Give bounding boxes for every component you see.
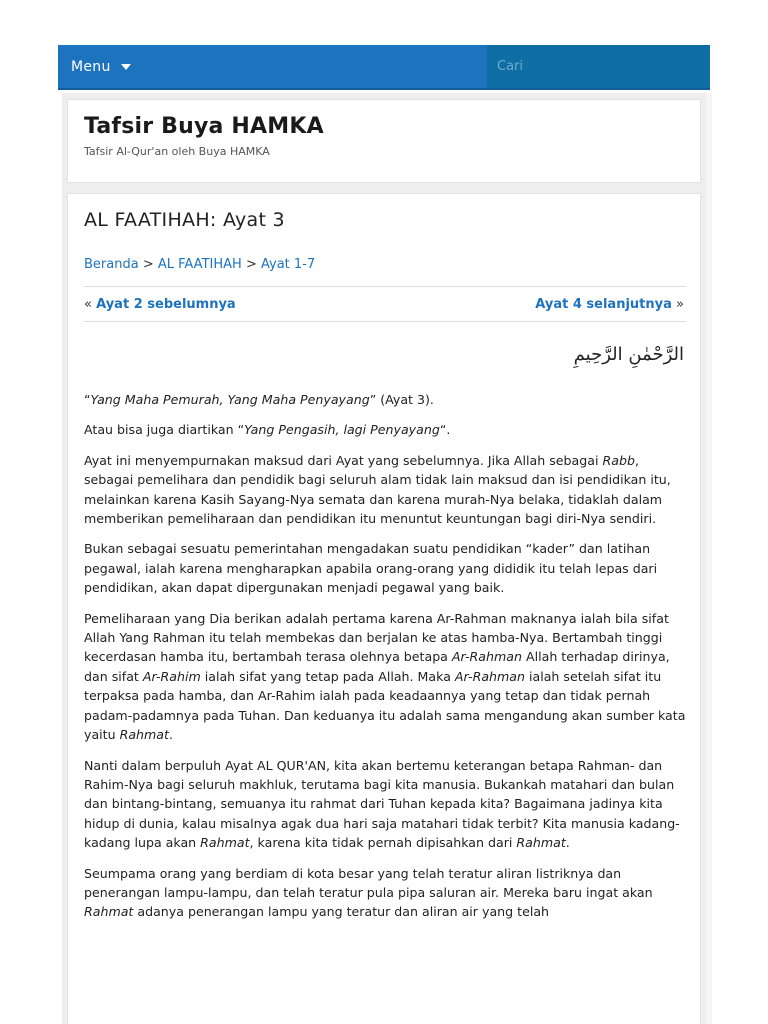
paragraph: Ayat ini menyempurnakan maksud dari Ayat yang sebelumnya. Jika Allah sebagai Rabb, sebagai pemelihara dan pendidik bagi seluruh alam tidak lain maksud dan isi pendidikan itu, melainkan karena Kasih Sayang-Nya semata dan karena murah-Nya belaka, tidaklah dalam memberikan pemeliharaan dan pendidikan itu menuntut keuntungan bagi diri-Nya sendiri.: [84, 452, 671, 527]
breadcrumb-category-link[interactable]: AL FAATIHAH: [157, 257, 242, 272]
paragraph: Bukan sebagai sesuatu pemerintahan mengadakan suatu pendidikan “kader” dan latihan pegawal, ialah karena mengharapkan apabila orang-orang yang dididik itu telah lepas dari pendidikan, akan dapat dipergunakan menjadi pegawal yang baik.: [84, 541, 658, 596]
post-title: AL FAATIHAH: Ayat 3: [84, 209, 285, 231]
divider: [84, 286, 686, 287]
next-post-link[interactable]: Ayat 4 selanjutnya: [535, 297, 672, 312]
page-edge: [706, 93, 712, 1024]
breadcrumb: [84, 257, 315, 272]
search-input[interactable]: [497, 59, 710, 74]
paragraph: Nanti dalam berpuluh Ayat AL QUR'AN, kita akan bertemu keterangan betapa Rahman- dan Rahim-Nya bagi seluruh makhluk, terutama bagi kita manusia. Bukankah matahari dan bulan dan bintang-bintang, semuanya itu rahmat dari Tuhan kepada kita? Bagaimana jadinya kita hidup di dunia, kalau misalnya agak dua hari saja matahari tidak terbit? Kita manusia kadang-kadang lupa akan Rahmat, karena kita tidak pernah dipisahkan dari Rahmat.: [84, 757, 680, 851]
next-arrow: »: [676, 297, 684, 312]
caret-down-icon: [121, 64, 131, 70]
next-post-nav: [535, 297, 684, 312]
post-content: [67, 193, 701, 1024]
arabic-verse: الرَّحْمٰنِ الرَّحِيمِ: [573, 344, 684, 365]
site-title[interactable]: Tafsir Buya HAMKA: [84, 114, 324, 139]
breadcrumb-current-link[interactable]: Ayat 1-7: [260, 257, 316, 272]
previous-post-nav: [84, 297, 236, 312]
search-container: [487, 45, 710, 88]
breadcrumb-separator: >: [245, 257, 257, 272]
breadcrumb-separator: >: [142, 257, 154, 272]
prev-arrow: «: [84, 297, 92, 312]
previous-post-link[interactable]: Ayat 2 sebelumnya: [96, 297, 236, 312]
paragraph: Seumpama orang yang berdiam di kota besar yang telah teratur aliran listriknya dan penerangan lampu-lampu, dan telah teratur pula pipa saluran air. Mereka baru ingat akan Rahmat adanya penerangan lampu yang teratur dan aliran air yang telah: [84, 865, 653, 920]
breadcrumb-home-link[interactable]: Beranda: [84, 257, 139, 272]
divider: [84, 321, 686, 322]
paragraph: Atau bisa juga diartikan “Yang Pengasih, lagi Penyayang“.: [84, 422, 451, 438]
article-body: [84, 390, 688, 933]
paragraph: Pemeliharaan yang Dia berikan adalah pertama karena Ar-Rahman maknanya ialah bila sifat Allah Yang Rahman itu telah membekas dan berjalan ke atas hamba-Nya. Bertambah tinggi kecerdasan hamba itu, bertambah terasa olehnya betapa Ar-Rahman Allah terhadap dirinya, dan sifat Ar-Rahim ialah sifat yang tetap pada Allah. Maka Ar-Rahman ialah setelah sifat itu terpaksa pada hamba, dan Ar-Rahim ialah pada keadaannya yang tetap dan tidak pernah padam-padamnya pada Tuhan. Dan keduanya itu adalah sama mengandung akan sumber kata yaitu Rahmat.: [84, 610, 686, 743]
site-header: [67, 99, 701, 183]
site-tagline: Tafsir Al-Qur'an oleh Buya HAMKA: [84, 145, 270, 158]
menu-label: Menu: [71, 58, 111, 75]
paragraph: “Yang Maha Pemurah, Yang Maha Penyayang” (Ayat 3).: [84, 392, 434, 407]
menu-button[interactable]: [58, 45, 487, 88]
top-navigation-bar: [58, 45, 710, 90]
